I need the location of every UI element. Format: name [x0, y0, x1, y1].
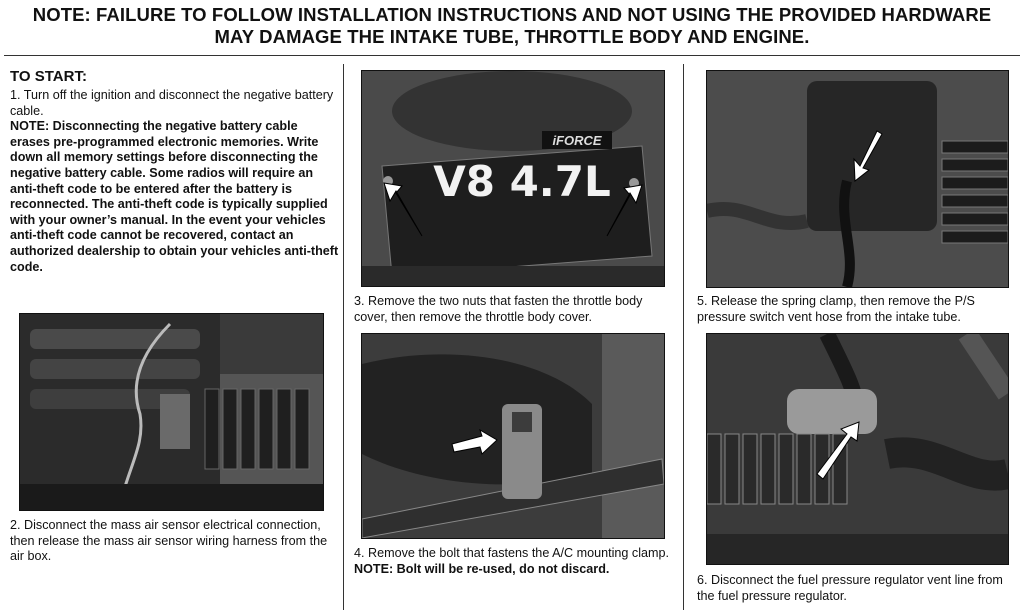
- caption-step-4: [354, 546, 674, 577]
- photo-step-4: [361, 333, 665, 539]
- warning-header: [0, 4, 1024, 48]
- column-divider-1: [343, 64, 344, 610]
- caption-step-6: 6. Disconnect the fuel pressure regulator vent line from the fuel pressure regulator.: [697, 573, 1003, 603]
- photo-step-2: [19, 313, 324, 511]
- step-1-text: 1. Turn off the ignition and disconnect the negative battery cable.: [10, 88, 334, 118]
- caption-step-2: 2. Disconnect the mass air sensor electrical connection, then release the mass air sensor wiring harness from the air box.: [10, 518, 328, 564]
- warning-line-1: NOTE: FAILURE TO FOLLOW INSTALLATION INSTRUCTIONS AND NOT USING THE PROVIDED HARDWARE: [32, 4, 992, 25]
- step-4-note: NOTE: Bolt will be re-used, do not discard.: [354, 561, 610, 576]
- photo-step-5: [706, 70, 1009, 288]
- iforce-badge: iFORCE: [552, 133, 602, 148]
- step-4-text: 4. Remove the bolt that fastens the A/C mounting clamp.: [354, 546, 670, 560]
- column-divider-2: [683, 64, 684, 610]
- battery-note: NOTE: Disconnecting the negative battery cable erases pre-programmed electronic memories. Write down all memory settings before disconnecting the negative battery cable. Some radios will require an anti-theft code to be entered after the battery is reconnected. The anti-theft code is typically supplied with your owner’s manual. In the event your vehicles anti-theft code cannot be recovered, contact an authorized dealership to obtain your vehicles anti-theft code.: [10, 119, 339, 274]
- engine-badge-text: V8 4.7L: [433, 157, 611, 206]
- to-start-section: [10, 68, 340, 275]
- caption-step-3: 3. Remove the two nuts that fasten the throttle body cover, then remove the throttle body cover.: [354, 294, 643, 324]
- header-divider: [4, 55, 1020, 56]
- photo-step-6: [706, 333, 1009, 565]
- caption-step-5: 5. Release the spring clamp, then remove the P/S pressure switch vent hose from the intake tube.: [697, 294, 975, 324]
- photo-step-3: [361, 70, 665, 287]
- to-start-heading: TO START:: [10, 68, 87, 85]
- warning-line-2: MAY DAMAGE THE INTAKE TUBE, THROTTLE BODY AND ENGINE.: [214, 26, 810, 47]
